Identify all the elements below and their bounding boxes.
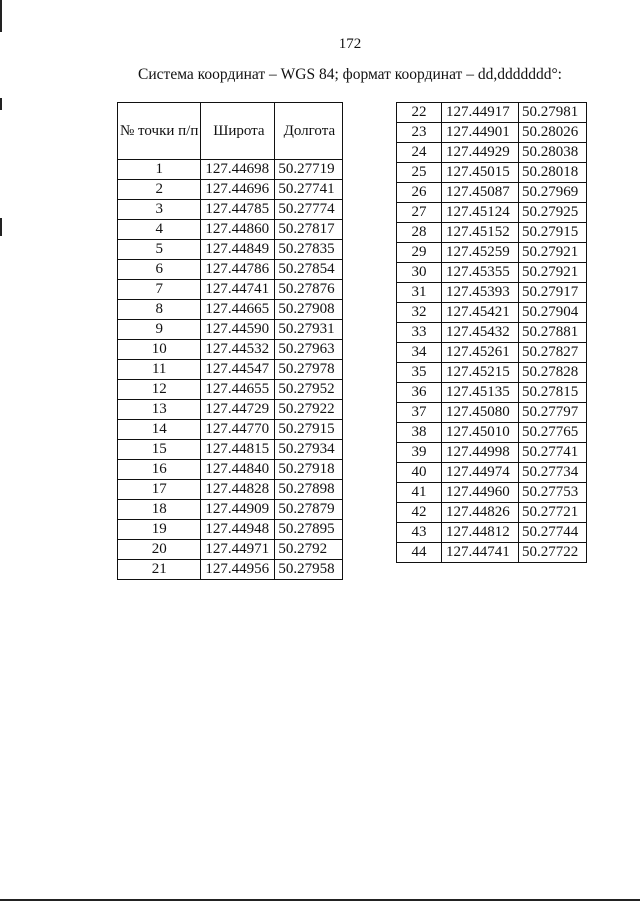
longitude-cell: 50.27963 bbox=[275, 340, 343, 360]
latitude-cell: 127.45010 bbox=[442, 423, 519, 443]
coordinates-table-right bbox=[396, 102, 587, 563]
longitude-cell: 50.28038 bbox=[519, 143, 587, 163]
latitude-cell: 127.44815 bbox=[201, 440, 275, 460]
point-number-cell: 25 bbox=[397, 163, 442, 183]
latitude-cell: 127.44974 bbox=[442, 463, 519, 483]
latitude-cell: 127.44929 bbox=[442, 143, 519, 163]
latitude-cell: 127.44948 bbox=[201, 520, 275, 540]
header-latitude: Широта bbox=[201, 103, 275, 160]
longitude-cell: 50.27722 bbox=[519, 543, 587, 563]
point-number-cell: 4 bbox=[118, 220, 201, 240]
table-row bbox=[397, 463, 587, 483]
latitude-cell: 127.45432 bbox=[442, 323, 519, 343]
table-row bbox=[118, 520, 343, 540]
table-row bbox=[397, 143, 587, 163]
coordinate-system-heading: Система координат – WGS 84; формат координат – dd,ddddddd°: bbox=[138, 66, 562, 83]
table-header-row bbox=[118, 103, 343, 160]
point-number-cell: 20 bbox=[118, 540, 201, 560]
table-row bbox=[397, 403, 587, 423]
point-number-cell: 1 bbox=[118, 160, 201, 180]
table-row bbox=[118, 540, 343, 560]
longitude-cell: 50.27876 bbox=[275, 280, 343, 300]
latitude-cell: 127.44909 bbox=[201, 500, 275, 520]
latitude-cell: 127.44840 bbox=[201, 460, 275, 480]
longitude-cell: 50.27917 bbox=[519, 283, 587, 303]
latitude-cell: 127.45135 bbox=[442, 383, 519, 403]
latitude-cell: 127.44741 bbox=[201, 280, 275, 300]
table-row bbox=[118, 440, 343, 460]
longitude-cell: 50.27741 bbox=[519, 443, 587, 463]
table-row bbox=[397, 543, 587, 563]
table-row bbox=[397, 243, 587, 263]
point-number-cell: 24 bbox=[397, 143, 442, 163]
point-number-cell: 3 bbox=[118, 200, 201, 220]
table-row bbox=[118, 160, 343, 180]
longitude-cell: 50.27895 bbox=[275, 520, 343, 540]
latitude-cell: 127.44901 bbox=[442, 123, 519, 143]
latitude-cell: 127.44655 bbox=[201, 380, 275, 400]
latitude-cell: 127.45152 bbox=[442, 223, 519, 243]
longitude-cell: 50.27719 bbox=[275, 160, 343, 180]
table-row bbox=[397, 383, 587, 403]
table-row bbox=[397, 203, 587, 223]
table-row bbox=[397, 223, 587, 243]
longitude-cell: 50.27969 bbox=[519, 183, 587, 203]
point-number-cell: 36 bbox=[397, 383, 442, 403]
latitude-cell: 127.44665 bbox=[201, 300, 275, 320]
longitude-cell: 50.27922 bbox=[275, 400, 343, 420]
longitude-cell: 50.27898 bbox=[275, 480, 343, 500]
longitude-cell: 50.27835 bbox=[275, 240, 343, 260]
point-number-cell: 5 bbox=[118, 240, 201, 260]
point-number-cell: 18 bbox=[118, 500, 201, 520]
longitude-cell: 50.27828 bbox=[519, 363, 587, 383]
longitude-cell: 50.27827 bbox=[519, 343, 587, 363]
point-number-cell: 6 bbox=[118, 260, 201, 280]
longitude-cell: 50.27978 bbox=[275, 360, 343, 380]
header-point-number: № точки п/п bbox=[118, 103, 201, 160]
table-row bbox=[397, 183, 587, 203]
table-row bbox=[118, 300, 343, 320]
latitude-cell: 127.44826 bbox=[442, 503, 519, 523]
latitude-cell: 127.44532 bbox=[201, 340, 275, 360]
point-number-cell: 41 bbox=[397, 483, 442, 503]
table-row bbox=[118, 180, 343, 200]
latitude-cell: 127.44741 bbox=[442, 543, 519, 563]
latitude-cell: 127.45355 bbox=[442, 263, 519, 283]
latitude-cell: 127.44729 bbox=[201, 400, 275, 420]
longitude-cell: 50.27925 bbox=[519, 203, 587, 223]
longitude-cell: 50.27958 bbox=[275, 560, 343, 580]
table-row bbox=[118, 380, 343, 400]
longitude-cell: 50.27854 bbox=[275, 260, 343, 280]
longitude-cell: 50.27753 bbox=[519, 483, 587, 503]
longitude-cell: 50.27774 bbox=[275, 200, 343, 220]
point-number-cell: 17 bbox=[118, 480, 201, 500]
latitude-cell: 127.45259 bbox=[442, 243, 519, 263]
coordinates-table-right-body bbox=[397, 103, 587, 563]
longitude-cell: 50.27721 bbox=[519, 503, 587, 523]
longitude-cell: 50.27918 bbox=[275, 460, 343, 480]
table-row bbox=[397, 263, 587, 283]
longitude-cell: 50.27881 bbox=[519, 323, 587, 343]
table-row bbox=[397, 283, 587, 303]
latitude-cell: 127.44786 bbox=[201, 260, 275, 280]
longitude-cell: 50.27921 bbox=[519, 243, 587, 263]
point-number-cell: 28 bbox=[397, 223, 442, 243]
longitude-cell: 50.27734 bbox=[519, 463, 587, 483]
point-number-cell: 22 bbox=[397, 103, 442, 123]
scan-margin-mark bbox=[0, 98, 2, 110]
table-row bbox=[118, 200, 343, 220]
table-row bbox=[118, 280, 343, 300]
latitude-cell: 127.44698 bbox=[201, 160, 275, 180]
table-row bbox=[118, 420, 343, 440]
longitude-cell: 50.28018 bbox=[519, 163, 587, 183]
point-number-cell: 43 bbox=[397, 523, 442, 543]
longitude-cell: 50.27915 bbox=[519, 223, 587, 243]
table-row bbox=[118, 460, 343, 480]
coordinates-table-left-body bbox=[118, 160, 343, 580]
longitude-cell: 50.27797 bbox=[519, 403, 587, 423]
point-number-cell: 37 bbox=[397, 403, 442, 423]
latitude-cell: 127.44849 bbox=[201, 240, 275, 260]
scan-margin-mark bbox=[0, 218, 2, 236]
latitude-cell: 127.44998 bbox=[442, 443, 519, 463]
longitude-cell: 50.27765 bbox=[519, 423, 587, 443]
latitude-cell: 127.44828 bbox=[201, 480, 275, 500]
point-number-cell: 21 bbox=[118, 560, 201, 580]
table-row bbox=[118, 260, 343, 280]
longitude-cell: 50.27904 bbox=[519, 303, 587, 323]
latitude-cell: 127.44770 bbox=[201, 420, 275, 440]
latitude-cell: 127.45087 bbox=[442, 183, 519, 203]
point-number-cell: 29 bbox=[397, 243, 442, 263]
point-number-cell: 11 bbox=[118, 360, 201, 380]
point-number-cell: 23 bbox=[397, 123, 442, 143]
table-row bbox=[118, 400, 343, 420]
longitude-cell: 50.27908 bbox=[275, 300, 343, 320]
longitude-cell: 50.27817 bbox=[275, 220, 343, 240]
point-number-cell: 9 bbox=[118, 320, 201, 340]
coordinates-table-left bbox=[117, 102, 343, 580]
latitude-cell: 127.45261 bbox=[442, 343, 519, 363]
table-row bbox=[118, 480, 343, 500]
table-row bbox=[118, 320, 343, 340]
latitude-cell: 127.44971 bbox=[201, 540, 275, 560]
point-number-cell: 16 bbox=[118, 460, 201, 480]
point-number-cell: 27 bbox=[397, 203, 442, 223]
longitude-cell: 50.27815 bbox=[519, 383, 587, 403]
point-number-cell: 44 bbox=[397, 543, 442, 563]
longitude-cell: 50.27981 bbox=[519, 103, 587, 123]
latitude-cell: 127.44696 bbox=[201, 180, 275, 200]
point-number-cell: 39 bbox=[397, 443, 442, 463]
latitude-cell: 127.45393 bbox=[442, 283, 519, 303]
table-row bbox=[397, 123, 587, 143]
latitude-cell: 127.44547 bbox=[201, 360, 275, 380]
longitude-cell: 50.2792 bbox=[275, 540, 343, 560]
longitude-cell: 50.27744 bbox=[519, 523, 587, 543]
longitude-cell: 50.27915 bbox=[275, 420, 343, 440]
point-number-cell: 34 bbox=[397, 343, 442, 363]
latitude-cell: 127.44960 bbox=[442, 483, 519, 503]
longitude-cell: 50.27952 bbox=[275, 380, 343, 400]
table-row bbox=[397, 343, 587, 363]
page-number: 172 bbox=[338, 36, 362, 52]
point-number-cell: 19 bbox=[118, 520, 201, 540]
point-number-cell: 10 bbox=[118, 340, 201, 360]
table-row bbox=[118, 240, 343, 260]
point-number-cell: 42 bbox=[397, 503, 442, 523]
point-number-cell: 13 bbox=[118, 400, 201, 420]
latitude-cell: 127.44917 bbox=[442, 103, 519, 123]
table-row bbox=[397, 363, 587, 383]
latitude-cell: 127.45421 bbox=[442, 303, 519, 323]
table-row bbox=[118, 220, 343, 240]
table-row bbox=[397, 323, 587, 343]
latitude-cell: 127.45215 bbox=[442, 363, 519, 383]
table-row bbox=[118, 360, 343, 380]
table-row bbox=[118, 500, 343, 520]
point-number-cell: 15 bbox=[118, 440, 201, 460]
table-row bbox=[118, 340, 343, 360]
point-number-cell: 32 bbox=[397, 303, 442, 323]
longitude-cell: 50.27934 bbox=[275, 440, 343, 460]
table-row bbox=[397, 103, 587, 123]
point-number-cell: 40 bbox=[397, 463, 442, 483]
latitude-cell: 127.45124 bbox=[442, 203, 519, 223]
table-row bbox=[397, 503, 587, 523]
longitude-cell: 50.27741 bbox=[275, 180, 343, 200]
table-row bbox=[118, 560, 343, 580]
longitude-cell: 50.27931 bbox=[275, 320, 343, 340]
scan-margin-mark bbox=[0, 0, 2, 32]
point-number-cell: 8 bbox=[118, 300, 201, 320]
latitude-cell: 127.44860 bbox=[201, 220, 275, 240]
table-row bbox=[397, 443, 587, 463]
point-number-cell: 2 bbox=[118, 180, 201, 200]
latitude-cell: 127.44785 bbox=[201, 200, 275, 220]
longitude-cell: 50.28026 bbox=[519, 123, 587, 143]
point-number-cell: 31 bbox=[397, 283, 442, 303]
point-number-cell: 12 bbox=[118, 380, 201, 400]
table-row bbox=[397, 523, 587, 543]
point-number-cell: 38 bbox=[397, 423, 442, 443]
latitude-cell: 127.45015 bbox=[442, 163, 519, 183]
point-number-cell: 33 bbox=[397, 323, 442, 343]
latitude-cell: 127.44590 bbox=[201, 320, 275, 340]
latitude-cell: 127.44956 bbox=[201, 560, 275, 580]
point-number-cell: 7 bbox=[118, 280, 201, 300]
point-number-cell: 14 bbox=[118, 420, 201, 440]
table-row bbox=[397, 303, 587, 323]
latitude-cell: 127.45080 bbox=[442, 403, 519, 423]
table-row bbox=[397, 423, 587, 443]
point-number-cell: 30 bbox=[397, 263, 442, 283]
longitude-cell: 50.27921 bbox=[519, 263, 587, 283]
table-row bbox=[397, 483, 587, 503]
header-longitude: Долгота bbox=[275, 103, 343, 160]
scan-bottom-edge bbox=[0, 899, 640, 901]
point-number-cell: 26 bbox=[397, 183, 442, 203]
point-number-cell: 35 bbox=[397, 363, 442, 383]
table-row bbox=[397, 163, 587, 183]
latitude-cell: 127.44812 bbox=[442, 523, 519, 543]
longitude-cell: 50.27879 bbox=[275, 500, 343, 520]
